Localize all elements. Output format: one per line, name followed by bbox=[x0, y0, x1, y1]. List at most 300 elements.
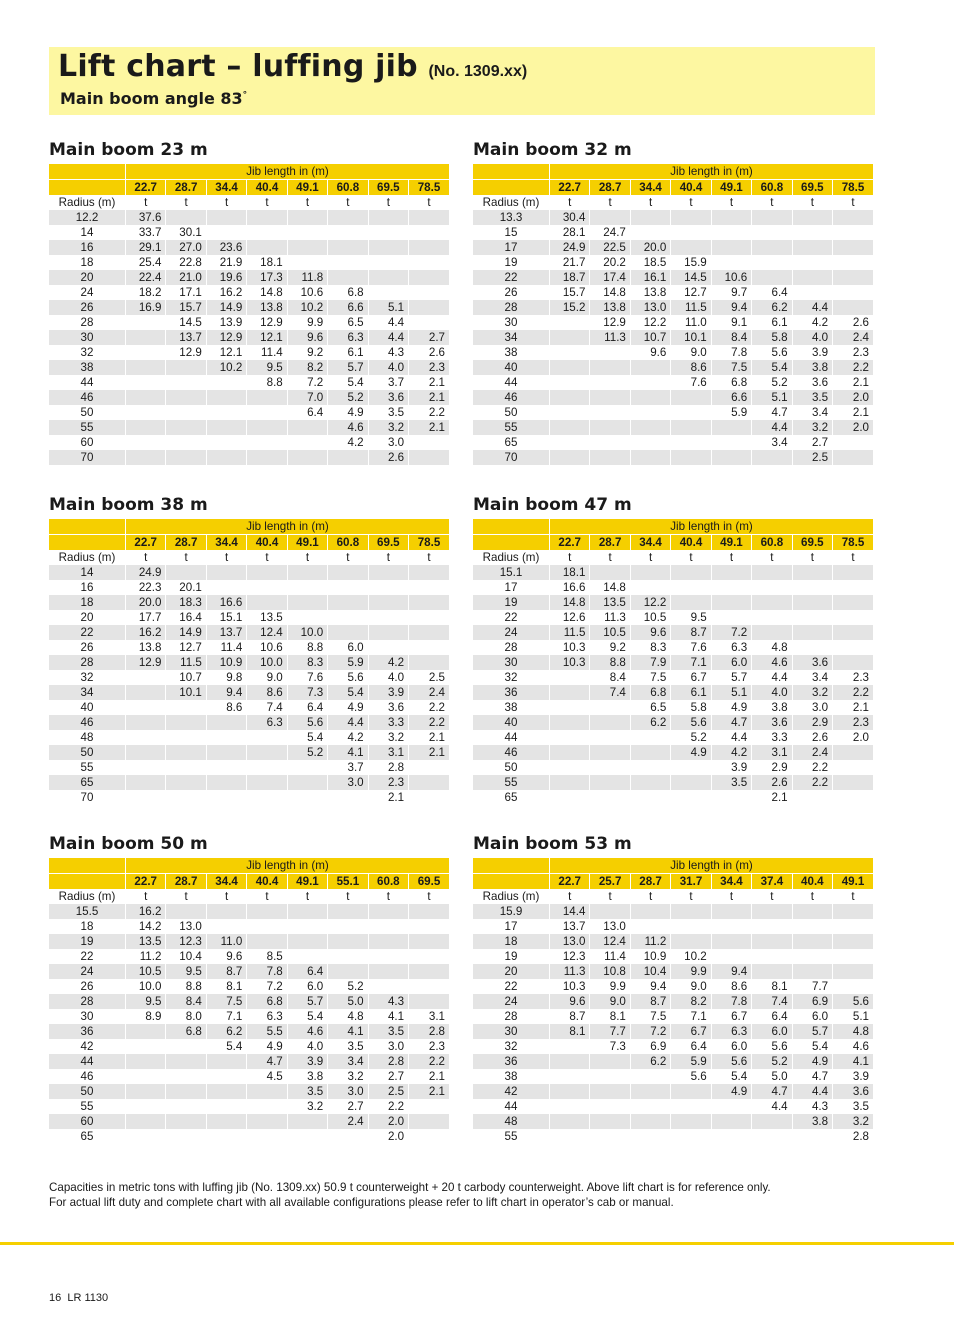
capacity-cell bbox=[590, 1054, 630, 1069]
capacity-cell: 21.0 bbox=[166, 270, 206, 285]
capacity-cell: 5.6 bbox=[711, 1054, 751, 1069]
capacity-cell bbox=[206, 210, 246, 225]
capacity-cell bbox=[590, 1114, 630, 1129]
capacity-cell: 13.0 bbox=[166, 919, 206, 934]
capacity-cell: 5.9 bbox=[328, 655, 368, 670]
capacity-cell bbox=[550, 1114, 590, 1129]
capacity-cell bbox=[206, 760, 246, 775]
unit-label: t bbox=[630, 195, 670, 210]
capacity-cell bbox=[247, 450, 287, 465]
capacity-cell bbox=[752, 210, 792, 225]
capacity-cell: 20.0 bbox=[630, 240, 670, 255]
capacity-cell bbox=[711, 949, 751, 964]
capacity-cell: 7.6 bbox=[287, 670, 327, 685]
capacity-cell bbox=[409, 240, 449, 255]
lift-table bbox=[49, 164, 449, 465]
capacity-cell: 12.4 bbox=[590, 934, 630, 949]
capacity-cell: 11.8 bbox=[287, 270, 327, 285]
capacity-cell: 9.4 bbox=[206, 685, 246, 700]
capacity-cell bbox=[711, 790, 751, 805]
capacity-cell: 6.7 bbox=[711, 1009, 751, 1024]
unit-label: t bbox=[409, 550, 449, 565]
capacity-cell: 5.2 bbox=[752, 375, 792, 390]
jib-length-value: 60.8 bbox=[368, 874, 408, 890]
capacity-cell bbox=[550, 700, 590, 715]
capacity-cell bbox=[126, 1069, 166, 1084]
capacity-cell bbox=[671, 760, 711, 775]
capacity-cell: 2.2 bbox=[792, 775, 832, 790]
capacity-cell bbox=[711, 240, 751, 255]
capacity-cell: 7.7 bbox=[590, 1024, 630, 1039]
table-row bbox=[49, 420, 449, 435]
capacity-cell bbox=[752, 949, 792, 964]
header-corner bbox=[49, 164, 126, 180]
capacity-cell bbox=[833, 919, 873, 934]
capacity-cell bbox=[126, 670, 166, 685]
capacity-cell: 3.2 bbox=[833, 1114, 873, 1129]
capacity-cell bbox=[792, 790, 832, 805]
radius-cell: 28 bbox=[473, 640, 550, 655]
table-row bbox=[473, 949, 873, 964]
capacity-cell bbox=[247, 210, 287, 225]
capacity-cell bbox=[833, 625, 873, 640]
table-row bbox=[473, 285, 873, 300]
capacity-cell bbox=[630, 919, 670, 934]
table-row bbox=[49, 625, 449, 640]
capacity-cell bbox=[368, 270, 408, 285]
radius-cell: 42 bbox=[473, 1084, 550, 1099]
capacity-cell: 6.5 bbox=[328, 315, 368, 330]
capacity-cell bbox=[590, 775, 630, 790]
capacity-cell: 2.1 bbox=[833, 375, 873, 390]
radius-cell: 46 bbox=[49, 715, 126, 730]
capacity-cell: 7.1 bbox=[206, 1009, 246, 1024]
radius-cell: 50 bbox=[49, 1084, 126, 1099]
capacity-cell bbox=[409, 775, 449, 790]
capacity-cell: 4.7 bbox=[752, 1084, 792, 1099]
capacity-cell: 3.5 bbox=[287, 1084, 327, 1099]
unit-label: t bbox=[630, 889, 670, 904]
capacity-cell bbox=[166, 1039, 206, 1054]
capacity-cell: 8.5 bbox=[247, 949, 287, 964]
jib-length-value: 49.1 bbox=[711, 180, 751, 196]
unit-label: t bbox=[368, 889, 408, 904]
unit-label: t bbox=[409, 889, 449, 904]
table-row bbox=[473, 405, 873, 420]
radius-cell: 18 bbox=[49, 255, 126, 270]
capacity-cell bbox=[409, 790, 449, 805]
header-corner bbox=[49, 519, 126, 535]
capacity-cell bbox=[752, 565, 792, 580]
jib-length-label: Jib length in (m) bbox=[126, 519, 450, 535]
radius-cell: 48 bbox=[49, 730, 126, 745]
capacity-cell bbox=[409, 450, 449, 465]
radius-cell: 46 bbox=[473, 390, 550, 405]
table-row bbox=[49, 949, 449, 964]
table-row bbox=[473, 745, 873, 760]
capacity-cell bbox=[630, 565, 670, 580]
radius-cell: 44 bbox=[473, 730, 550, 745]
capacity-cell: 15.9 bbox=[671, 255, 711, 270]
capacity-cell bbox=[409, 904, 449, 919]
capacity-cell: 16.2 bbox=[206, 285, 246, 300]
capacity-cell: 4.7 bbox=[792, 1069, 832, 1084]
capacity-cell bbox=[550, 1084, 590, 1099]
table-row bbox=[473, 670, 873, 685]
capacity-cell: 4.1 bbox=[328, 1024, 368, 1039]
radius-cell: 32 bbox=[473, 1039, 550, 1054]
capacity-cell: 2.2 bbox=[409, 700, 449, 715]
jib-length-value: 78.5 bbox=[833, 180, 873, 196]
capacity-cell bbox=[409, 949, 449, 964]
capacity-cell bbox=[630, 1129, 670, 1144]
radius-cell: 19 bbox=[473, 949, 550, 964]
capacity-cell bbox=[126, 775, 166, 790]
table-row bbox=[473, 610, 873, 625]
capacity-cell: 13.8 bbox=[630, 285, 670, 300]
capacity-cell: 2.1 bbox=[409, 420, 449, 435]
table-row bbox=[49, 1054, 449, 1069]
capacity-cell: 5.4 bbox=[328, 685, 368, 700]
radius-cell: 12.2 bbox=[49, 210, 126, 225]
capacity-cell: 11.0 bbox=[206, 934, 246, 949]
capacity-cell: 6.0 bbox=[792, 1009, 832, 1024]
capacity-cell bbox=[711, 934, 751, 949]
capacity-cell bbox=[671, 405, 711, 420]
capacity-cell bbox=[368, 934, 408, 949]
capacity-cell: 7.6 bbox=[671, 640, 711, 655]
capacity-cell bbox=[328, 240, 368, 255]
jib-length-value: 34.4 bbox=[630, 180, 670, 196]
capacity-cell: 7.2 bbox=[711, 625, 751, 640]
radius-cell: 24 bbox=[473, 625, 550, 640]
table-row bbox=[473, 565, 873, 580]
capacity-cell bbox=[752, 595, 792, 610]
capacity-cell: 8.1 bbox=[752, 979, 792, 994]
capacity-cell bbox=[409, 315, 449, 330]
unit-label: t bbox=[126, 195, 166, 210]
capacity-cell: 10.2 bbox=[206, 360, 246, 375]
capacity-cell: 10.9 bbox=[630, 949, 670, 964]
capacity-cell bbox=[550, 375, 590, 390]
capacity-cell: 5.6 bbox=[752, 345, 792, 360]
capacity-cell: 4.7 bbox=[247, 1054, 287, 1069]
capacity-cell: 9.0 bbox=[671, 345, 711, 360]
capacity-cell bbox=[409, 1114, 449, 1129]
capacity-cell bbox=[792, 595, 832, 610]
table-row bbox=[49, 670, 449, 685]
unit-label: t bbox=[206, 550, 246, 565]
capacity-cell bbox=[833, 270, 873, 285]
capacity-cell bbox=[711, 610, 751, 625]
radius-label: Radius (m) bbox=[49, 889, 126, 904]
capacity-cell bbox=[792, 934, 832, 949]
capacity-cell bbox=[752, 1129, 792, 1144]
capacity-cell bbox=[550, 1069, 590, 1084]
jib-length-value: 78.5 bbox=[409, 180, 449, 196]
capacity-cell bbox=[247, 595, 287, 610]
capacity-cell: 2.1 bbox=[409, 390, 449, 405]
capacity-cell bbox=[550, 790, 590, 805]
capacity-cell bbox=[711, 225, 751, 240]
capacity-cell bbox=[126, 1099, 166, 1114]
capacity-cell bbox=[126, 685, 166, 700]
capacity-cell bbox=[328, 934, 368, 949]
capacity-cell: 4.4 bbox=[792, 1084, 832, 1099]
capacity-cell bbox=[166, 450, 206, 465]
unit-label: t bbox=[792, 195, 832, 210]
capacity-cell: 3.0 bbox=[368, 1039, 408, 1054]
jib-length-value: 22.7 bbox=[550, 874, 590, 890]
capacity-cell bbox=[368, 964, 408, 979]
radius-cell: 20 bbox=[473, 964, 550, 979]
capacity-cell: 2.0 bbox=[833, 420, 873, 435]
table-row bbox=[473, 1099, 873, 1114]
radius-cell: 46 bbox=[49, 390, 126, 405]
capacity-cell: 2.3 bbox=[833, 715, 873, 730]
header-corner bbox=[49, 858, 126, 874]
capacity-cell: 12.1 bbox=[247, 330, 287, 345]
radius-cell: 38 bbox=[473, 700, 550, 715]
capacity-cell: 4.9 bbox=[247, 1039, 287, 1054]
table-row bbox=[473, 420, 873, 435]
capacity-cell bbox=[206, 435, 246, 450]
capacity-cell: 4.6 bbox=[287, 1024, 327, 1039]
radius-cell: 28 bbox=[473, 300, 550, 315]
capacity-cell: 4.0 bbox=[368, 360, 408, 375]
radius-label: Radius (m) bbox=[49, 550, 126, 565]
capacity-cell bbox=[166, 1084, 206, 1099]
capacity-cell bbox=[590, 1129, 630, 1144]
capacity-cell bbox=[711, 595, 751, 610]
capacity-cell: 5.6 bbox=[287, 715, 327, 730]
capacity-cell bbox=[792, 964, 832, 979]
capacity-cell: 4.4 bbox=[328, 715, 368, 730]
capacity-cell bbox=[247, 1099, 287, 1114]
capacity-cell: 6.8 bbox=[711, 375, 751, 390]
capacity-cell bbox=[550, 390, 590, 405]
capacity-cell bbox=[287, 1114, 327, 1129]
table-row bbox=[473, 360, 873, 375]
capacity-cell: 8.4 bbox=[590, 670, 630, 685]
capacity-cell bbox=[409, 580, 449, 595]
radius-cell: 50 bbox=[473, 405, 550, 420]
capacity-cell bbox=[409, 964, 449, 979]
capacity-cell: 2.1 bbox=[409, 1084, 449, 1099]
capacity-cell: 16.6 bbox=[206, 595, 246, 610]
capacity-cell: 9.5 bbox=[671, 610, 711, 625]
radius-cell: 55 bbox=[473, 420, 550, 435]
capacity-cell: 7.7 bbox=[792, 979, 832, 994]
capacity-cell bbox=[126, 1054, 166, 1069]
capacity-cell: 13.0 bbox=[550, 934, 590, 949]
capacity-cell bbox=[206, 225, 246, 240]
capacity-cell bbox=[206, 1099, 246, 1114]
capacity-cell: 7.8 bbox=[711, 994, 751, 1009]
radius-cell: 38 bbox=[473, 1069, 550, 1084]
capacity-cell bbox=[792, 565, 832, 580]
capacity-cell: 16.2 bbox=[126, 904, 166, 919]
capacity-cell bbox=[630, 730, 670, 745]
capacity-cell: 5.4 bbox=[287, 1009, 327, 1024]
degree-sign: ° bbox=[242, 90, 248, 101]
radius-cell: 16 bbox=[49, 240, 126, 255]
title-suffix: (No. 1309.xx) bbox=[428, 63, 528, 80]
table-row bbox=[49, 640, 449, 655]
capacity-cell: 5.4 bbox=[792, 1039, 832, 1054]
capacity-cell bbox=[368, 949, 408, 964]
radius-cell: 13.3 bbox=[473, 210, 550, 225]
unit-label: t bbox=[833, 195, 873, 210]
capacity-cell bbox=[752, 225, 792, 240]
footer bbox=[49, 1292, 108, 1304]
capacity-cell: 15.2 bbox=[550, 300, 590, 315]
capacity-cell bbox=[287, 760, 327, 775]
capacity-cell: 3.8 bbox=[792, 1114, 832, 1129]
capacity-cell: 8.8 bbox=[287, 640, 327, 655]
table-row bbox=[473, 700, 873, 715]
capacity-cell bbox=[590, 745, 630, 760]
capacity-cell bbox=[166, 420, 206, 435]
capacity-cell: 2.2 bbox=[833, 360, 873, 375]
jib-length-value: 49.1 bbox=[287, 535, 327, 551]
jib-length-value: 34.4 bbox=[206, 180, 246, 196]
capacity-cell bbox=[630, 775, 670, 790]
capacity-cell bbox=[833, 580, 873, 595]
capacity-cell: 9.2 bbox=[287, 345, 327, 360]
capacity-cell bbox=[792, 285, 832, 300]
jib-length-header bbox=[473, 858, 873, 874]
capacity-cell bbox=[409, 655, 449, 670]
jib-length-value: 34.4 bbox=[630, 535, 670, 551]
capacity-cell: 7.3 bbox=[287, 685, 327, 700]
radius-cell: 32 bbox=[473, 670, 550, 685]
unit-label: t bbox=[206, 889, 246, 904]
capacity-cell bbox=[166, 1114, 206, 1129]
capacity-cell: 2.4 bbox=[328, 1114, 368, 1129]
table-row bbox=[49, 390, 449, 405]
radius-cell: 60 bbox=[49, 435, 126, 450]
table-row bbox=[49, 1024, 449, 1039]
table-row bbox=[473, 580, 873, 595]
jib-length-label: Jib length in (m) bbox=[550, 519, 874, 535]
capacity-cell: 3.5 bbox=[792, 390, 832, 405]
jib-length-value: 60.8 bbox=[752, 180, 792, 196]
table-row bbox=[473, 390, 873, 405]
capacity-cell bbox=[126, 315, 166, 330]
capacity-cell bbox=[247, 904, 287, 919]
lift-table bbox=[473, 164, 873, 465]
capacity-cell: 15.1 bbox=[206, 610, 246, 625]
jib-length-label: Jib length in (m) bbox=[550, 164, 874, 180]
capacity-cell bbox=[671, 420, 711, 435]
capacity-cell: 24.9 bbox=[550, 240, 590, 255]
capacity-cell bbox=[166, 405, 206, 420]
capacity-cell bbox=[287, 1129, 327, 1144]
capacity-cell: 9.6 bbox=[287, 330, 327, 345]
capacity-cell: 3.1 bbox=[752, 745, 792, 760]
radius-cell: 17 bbox=[473, 580, 550, 595]
table-row bbox=[49, 994, 449, 1009]
jib-length-value: 22.7 bbox=[126, 874, 166, 890]
capacity-cell bbox=[206, 405, 246, 420]
capacity-cell: 29.1 bbox=[126, 240, 166, 255]
capacity-cell: 3.7 bbox=[368, 375, 408, 390]
table-row bbox=[473, 625, 873, 640]
capacity-cell: 2.8 bbox=[833, 1129, 873, 1144]
capacity-cell bbox=[409, 640, 449, 655]
radius-cell: 17 bbox=[473, 240, 550, 255]
capacity-cell: 30.1 bbox=[166, 225, 206, 240]
radius-cell: 19 bbox=[473, 255, 550, 270]
capacity-cell bbox=[287, 435, 327, 450]
capacity-cell: 30.4 bbox=[550, 210, 590, 225]
jib-length-value: 40.4 bbox=[247, 874, 287, 890]
capacity-cell: 2.5 bbox=[792, 450, 832, 465]
radius-cell: 15 bbox=[473, 225, 550, 240]
capacity-cell bbox=[671, 595, 711, 610]
capacity-cell: 5.4 bbox=[711, 1069, 751, 1084]
note-line-1: Capacities in metric tons with luffing jib (No. 1309.xx) 50.9 t counterweight + 20 t carbody counterweight. Above lift chart is for reference only. bbox=[49, 1181, 771, 1194]
title-main: Lift chart – luffing jib bbox=[58, 49, 418, 84]
capacity-cell: 2.1 bbox=[752, 790, 792, 805]
capacity-cell: 18.2 bbox=[126, 285, 166, 300]
capacity-cell bbox=[409, 285, 449, 300]
radius-cell: 18 bbox=[49, 919, 126, 934]
radius-cell: 40 bbox=[473, 715, 550, 730]
capacity-cell: 7.1 bbox=[671, 1009, 711, 1024]
capacity-cell: 3.8 bbox=[752, 700, 792, 715]
unit-label: t bbox=[287, 195, 327, 210]
radius-cell: 26 bbox=[49, 640, 126, 655]
table-row bbox=[473, 640, 873, 655]
capacity-cell: 5.1 bbox=[752, 390, 792, 405]
table-row bbox=[473, 715, 873, 730]
capacity-cell: 5.7 bbox=[287, 994, 327, 1009]
capacity-cell: 5.7 bbox=[328, 360, 368, 375]
capacity-cell bbox=[206, 420, 246, 435]
capacity-cell bbox=[630, 360, 670, 375]
unit-label: t bbox=[792, 889, 832, 904]
capacity-cell bbox=[247, 240, 287, 255]
page-subtitle bbox=[60, 89, 247, 108]
capacity-cell bbox=[550, 1039, 590, 1054]
jib-length-value: 69.5 bbox=[368, 180, 408, 196]
capacity-cell bbox=[368, 595, 408, 610]
capacity-cell bbox=[711, 420, 751, 435]
capacity-cell: 3.4 bbox=[792, 405, 832, 420]
capacity-cell bbox=[328, 919, 368, 934]
capacity-cell: 3.5 bbox=[711, 775, 751, 790]
capacity-cell bbox=[752, 240, 792, 255]
radius-cell: 50 bbox=[473, 760, 550, 775]
jib-length-value: 40.4 bbox=[671, 180, 711, 196]
capacity-cell bbox=[590, 345, 630, 360]
capacity-cell: 14.5 bbox=[671, 270, 711, 285]
capacity-cell: 20.1 bbox=[166, 580, 206, 595]
capacity-cell bbox=[671, 225, 711, 240]
capacity-cell bbox=[792, 904, 832, 919]
radius-cell: 40 bbox=[49, 700, 126, 715]
table-row bbox=[473, 919, 873, 934]
jib-length-value: 28.7 bbox=[166, 535, 206, 551]
table-row bbox=[49, 715, 449, 730]
capacity-cell bbox=[711, 580, 751, 595]
jib-length-value: 78.5 bbox=[833, 535, 873, 551]
capacity-cell: 8.6 bbox=[247, 685, 287, 700]
table-row bbox=[473, 225, 873, 240]
capacity-cell bbox=[792, 1129, 832, 1144]
